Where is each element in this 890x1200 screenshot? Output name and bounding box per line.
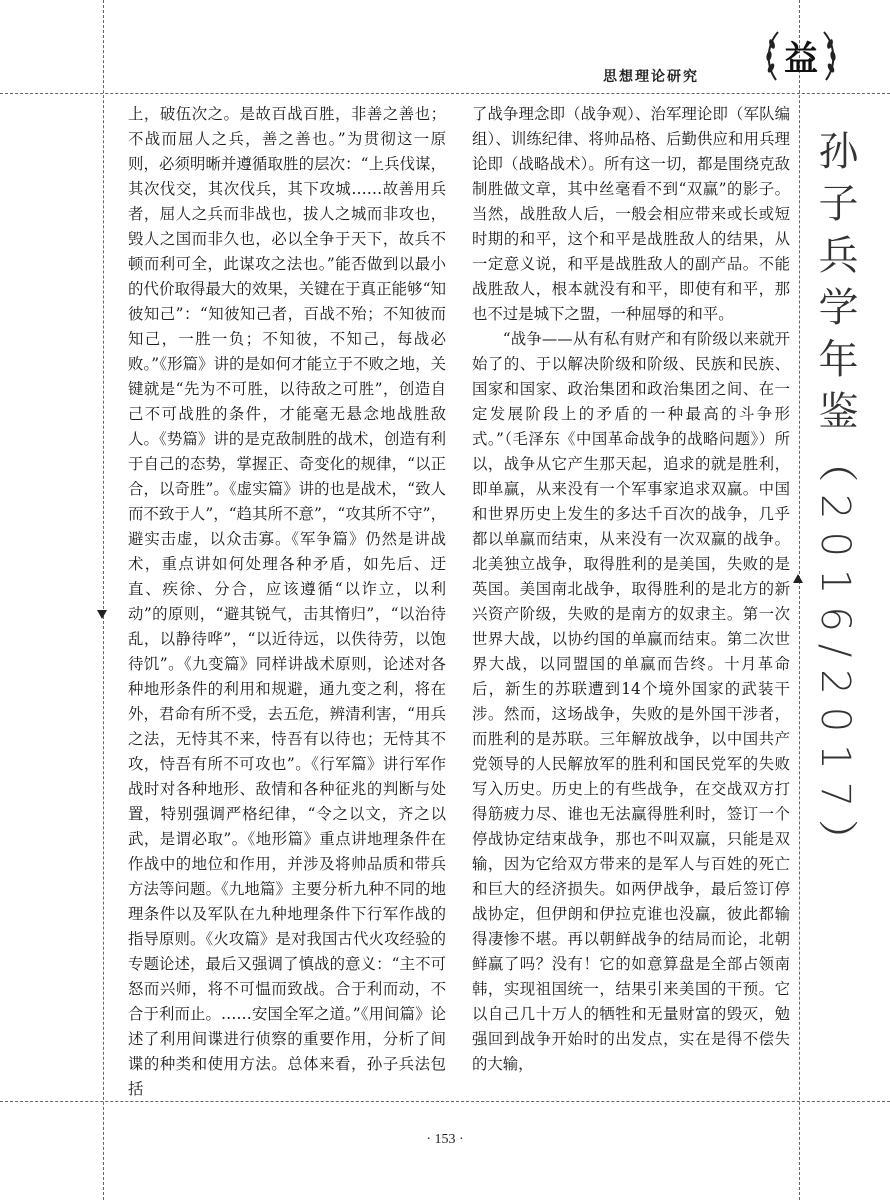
section-label: 思想理论研究 [603,69,699,85]
right-text-column [472,102,790,1077]
triangle-up-icon [793,574,803,583]
left-text-column [128,102,446,1102]
right-paragraph-1: 了战争理念即（战争观）、治军理论即（军队编组）、训练纪律、将帅品格、后勤供应和用兵理论即（战略战术）。所有这一切，都是围绕克敌制胜做文章，其中丝毫看不到“双赢”的影子。当然，战胜敌人后，一般会相应带来或长或短时期的和平，这个和平是战胜敌人的结果，从一定意义说，和平是战胜敌人的副产品。不能战胜敌人，根本就没有和平，即使有和平，那也不过是城下之盟，一种屈辱的和平。 [472,105,790,323]
right-guide-line [799,0,800,1200]
triangle-down-icon [97,610,107,619]
page-number: · 153 · [426,1132,464,1147]
side-title: 孙子兵学年鉴（2016/2017） [812,130,858,872]
right-paragraph-2: “战争——从有私有财产和有阶级以来就开始了的、于以解决阶级和阶级、民族和民族、国家和国家、政治集团和政治集团之间、在一定发展阶段上的矛盾的一种最高的斗争形式。”（毛泽东《中国革命战争的战略问题》）所以，战争从它产生那天起，追求的就是胜利，即单赢，从来没有一个军事家追求双赢。中国和世界历史上发生的多达千百次的战争，几乎都以单赢而结束，从来没有一次双赢的战争。北美独立战争，取得胜利的是美国，失败的是英国。美国南北战争，取得胜利的是北方的新兴资产阶级，失败的是南方的奴隶主。第一次世界大战，以协约国的单赢而结束。第二次世界大战，以同盟国的单赢而告终。十月革命后，新生的苏联遭到14个境外国家的武装干涉。然而，这场战争，失败的是外国干涉者，而胜利的是苏联。三年解放战争，以中国共产党领导的人民解放军的胜利和国民党军的失败写入历史。历史上的有些战争，在交战双方打得筋疲力尽、谁也无法赢得胜利时，签订一个停战协定结束战争，那也不叫双赢，只能是双输，因为它给双方带来的是军人与百姓的死亡和巨大的经济损失。如两伊战争，最后签订停战协定，但伊朗和伊拉克谁也没赢，彼此都输得凄惨不堪。再以朝鲜战争的结局而论，北朝鲜赢了吗？没有！它的如意算盘是全部占领南韩，实现祖国统一，结果引来美国的干预。它以自己几十万人的牺牲和无量财富的毁灭，勉强回到战争开始时的出发点，实在是得不偿失的大输， [472,330,790,1073]
left-guide-line [103,0,104,1200]
left-paragraph: 上，破伍次之。是故百战百胜，非善之善也；不战而屈人之兵，善之善也。”为贯彻这一原则，必须明晰并遵循取胜的层次：“上兵伐谋，其次伐交，其次伐兵，其下攻城……故善用兵者，屈人之兵而非战也，拔人之城而非攻也，毁人之国而非久也，必以全争于天下，故兵不顿而利可全，此谋攻之法也。”能否做到以最小的代价取得最大的效果，关键在于真正能够“知彼知己”：“知彼知己者，百战不殆；不知彼而知己，一胜一负；不知彼，不知己，每战必败。”《形篇》讲的是如何才能立于不败之地，关键就是“先为不可胜，以待敌之可胜”，创造自己不可战胜的条件，才能毫无悬念地战胜敌人。《势篇》讲的是克敌制胜的战术，创造有利于自己的态势，掌握正、奇变化的规律，“以正合，以奇胜”。《虚实篇》讲的也是战术，“致人而不致于人”，“趋其所不意”，“攻其所不守”，避实击虚，以众击寡。《军争篇》仍然是讲战术，重点讲如何处理各种矛盾，如先后、迂直、疾徐、分合，应该遵循“以诈立，以利动”的原则，“避其锐气，击其惰归”，“以治待乱，以静待哗”，“以近待远，以佚待劳，以饱待饥”。《九变篇》同样讲战术原则，论述对各种地形条件的利用和规避，通九变之利，将在外，君命有所不受，去五危，辨清利害，“用兵之法，无恃其不来，恃吾有以待也；无恃其不攻，恃吾有所不可攻也”。《行军篇》讲行军作战时对各种地形、敌情和各种征兆的判断与处置，特别强调严格纪律，“令之以文，齐之以武，是谓必取”。《地形篇》重点讲地理条件在作战中的地位和作用，并涉及将帅品质和带兵方法等问题。《九地篇》主要分析九种不同的地理条件以及军队在九种地理条件下行军作战的指导原则。《火攻篇》是对我国古代火攻经验的专题论述，最后又强调了慎战的意义：“主不可怒而兴师，将不可愠而致战。合于利而动，不合于利而止。……安国全军之道。”《用间篇》论述了利用间谍进行侦察的重要作用，分析了间谍的种类和使用方法。总体来看，孙子兵法包括 [128,105,446,1098]
emblem-glyph: 益 [784,39,818,79]
top-guide-line [0,93,890,94]
laurel-emblem-icon [762,22,840,90]
